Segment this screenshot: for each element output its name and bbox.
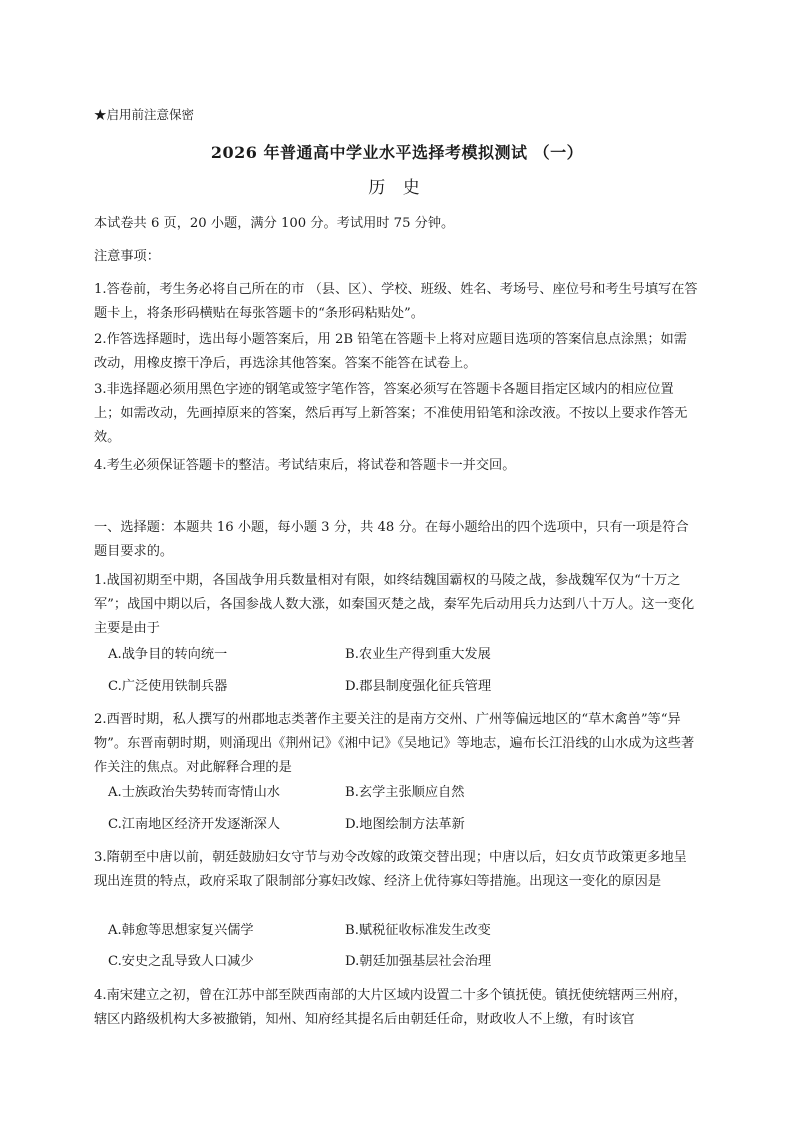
- notes-heading: 注意事项：: [94, 249, 160, 264]
- question-stem: 3.隋朝至中唐以前，朝廷鼓励妇女守节与劝令改嫁的政策交替出现；中唐以后，妇女贞节政策更多地呈现出连贯的特点，政府采取了限制部分寡妇改嫁、经济上优待寡妇等措施。出现这一变化的原因是: [94, 850, 687, 889]
- note-item: 4.考生必须保证答题卡的整洁。考试结束后，将试卷和答题卡一并交回。: [94, 458, 516, 473]
- option-d: D.朝廷加强基层社会治理: [345, 954, 492, 969]
- question-stem: 2.西晋时期，私人撰写的州郡地志类著作主要关注的是南方交州、广州等偏远地区的“草木禽兽”等“异物”。东晋南朝时期，则涌现出《荆州记》《湘中记》《吴地记》等地志，遍布长江沿线的山水成为这些著作关注的焦点。对此解释合理的是: [94, 712, 695, 775]
- confidential-notice: ★启用前注意保密: [94, 107, 195, 122]
- option-a: A.韩愈等思想家复兴儒学: [108, 923, 254, 938]
- exam-title: 2026 年普通高中学业水平选择考模拟测试 （一）: [210, 143, 584, 162]
- option-c: C.安史之乱导致人口减少: [108, 954, 254, 969]
- question-stem: 4.南宋建立之初，曾在江苏中部至陕西南部的大片区域内设置二十多个镇抚使。镇抚使统辖两三州府，辖区内路级机构大多被撤销，知州、知府经其提名后由朝廷任命，财政收人不上缴，有时该官: [94, 988, 687, 1027]
- option-d: D.郡县制度强化征兵管理: [345, 679, 492, 694]
- note-item: 3.非选择题必须用黑色字迹的钢笔或签字笔作答，答案必须写在答题卡各题目指定区域内的相应位置上；如需改动，先画掉原来的答案，然后再写上新答案；不准使用铅笔和涂改液。不按以上要求作答无效。: [94, 382, 688, 445]
- note-item: 2.作答选择题时，选出每小题答案后，用 2B 铅笔在答题卡上将对应题目选项的答案信息点涂黑；如需改动，用橡皮擦干净后，再选涂其他答案。答案不能答在试卷上。: [94, 332, 687, 371]
- question-stem: 1.战国初期至中期，各国战争用兵数量相对有限，如终结魏国霸权的马陵之战，参战魏军仅为“十万之军”；战国中期以后，各国参战人数大涨，如秦国灭楚之战，秦军先后动用兵力达到八十万人。这一变化主要是由于: [94, 573, 695, 636]
- option-c: C.广泛使用铁制兵器: [108, 679, 228, 694]
- exam-info: 本试卷共 6 页，20 小题，满分 100 分。考试用时 75 分钟。: [94, 216, 455, 231]
- option-a: A.战争目的转向统一: [108, 647, 228, 662]
- option-b: B.赋税征收标准发生改变: [345, 923, 491, 938]
- option-b: B.农业生产得到重大发展: [345, 647, 491, 662]
- option-a: A.士族政治失势转而寄情山水: [108, 785, 280, 800]
- option-d: D.地图绘制方法革新: [345, 817, 465, 832]
- section-heading: 一、选择题：本题共 16 小题，每小题 3 分，共 48 分。在每小题给出的四个选项中，只有一项是符合题目要求的。: [94, 520, 689, 559]
- option-b: B.玄学主张顺应自然: [345, 785, 465, 800]
- subject-title: 历 史: [368, 178, 426, 198]
- option-c: C.江南地区经济开发逐渐深人: [108, 817, 281, 832]
- note-item: 1.答卷前，考生务必将自己所在的市 （县、区）、学校、班级、姓名、考场号、座位号和考生号填写在答题卡上，将条形码横贴在每张答题卡的“条形码粘贴处”。: [94, 282, 698, 321]
